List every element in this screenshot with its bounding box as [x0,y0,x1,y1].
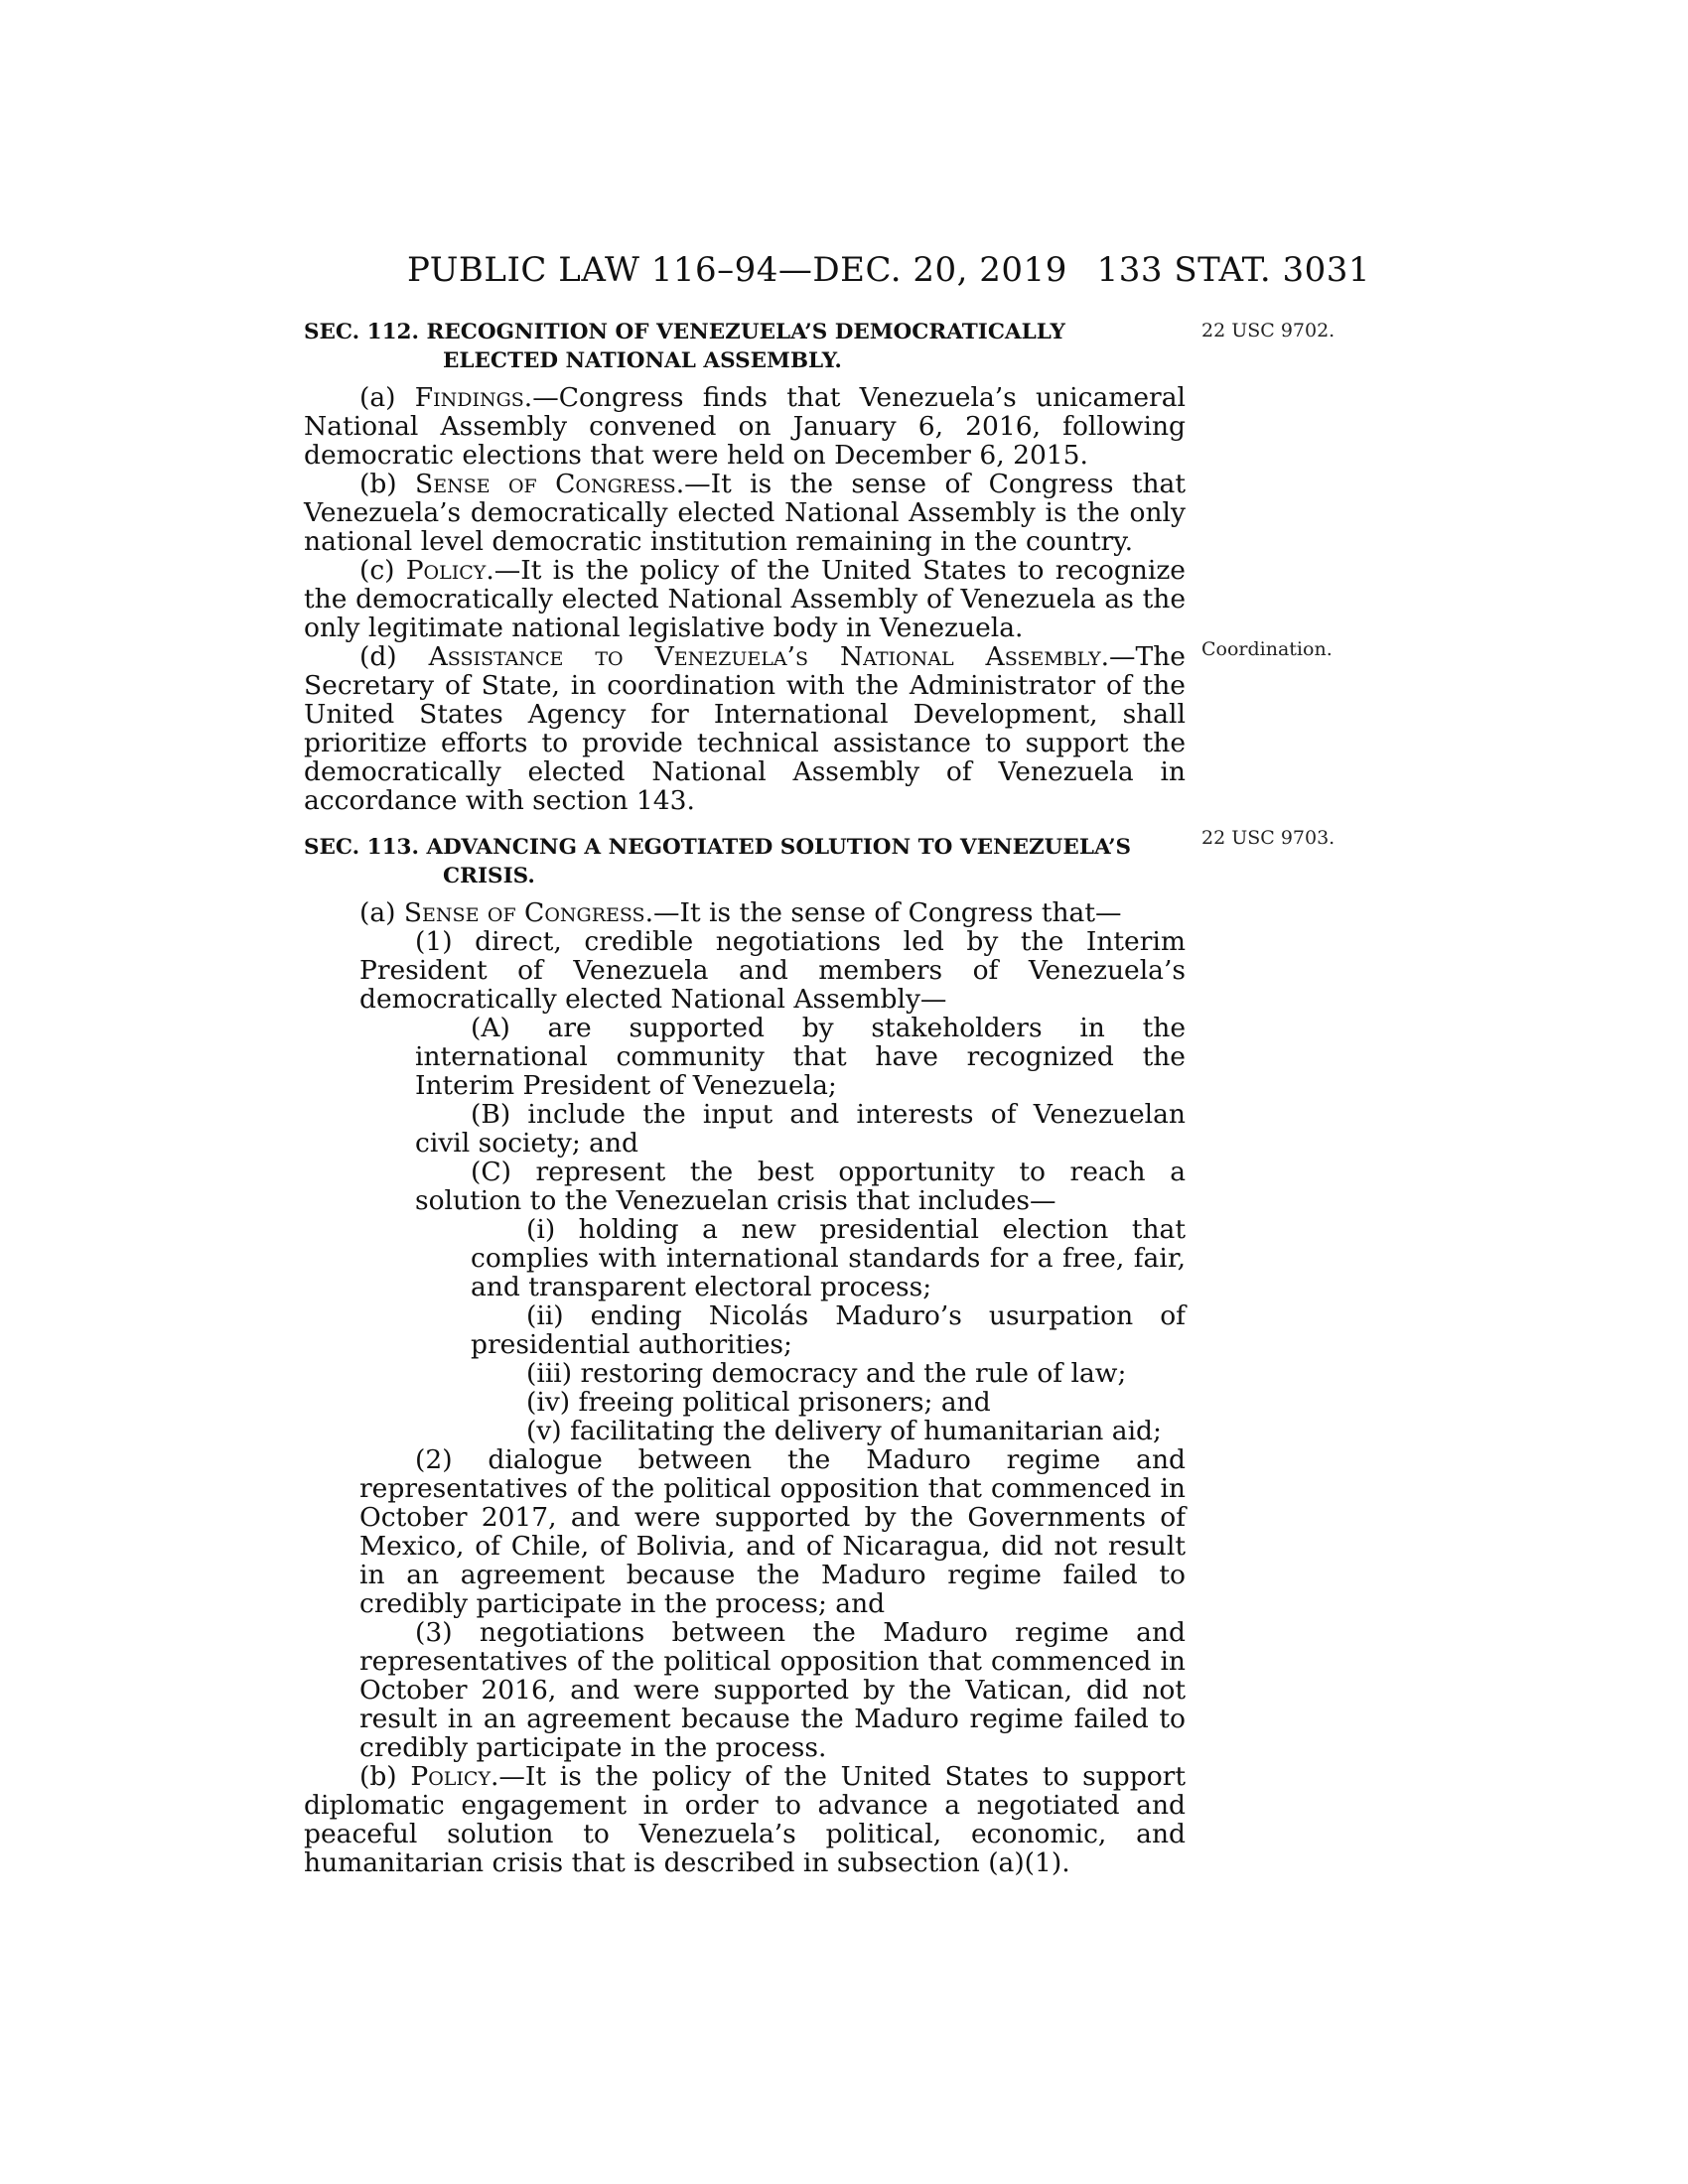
subsection-caption: Findings [414,382,524,413]
subsection-caption: Assistance to Venezuela’s National Assembly [428,641,1101,672]
subsection-label: (a) [359,382,415,413]
clause-v: (v) facilitating the delivery of humanitarian aid; [526,1416,1162,1446]
page-header [318,250,1370,294]
subsection-text: .—Congress finds that Venezuela’s unicameral National Assembly convened on January 6, 2016, following democratic elections that were held on December 6, 2015. [304,382,1186,471]
subsection-text: .—It is the policy of the United States to recognize the democratically elected National Assembly of Venezuela as the only legitimate national legislative body in Venezuela. [304,555,1186,643]
subsection-b-sense-of-congress [304,470,1186,556]
subsection-label: (d) [359,641,429,672]
subsection-text: .—The Secretary of State, in coordination with the Administrator of the United States Agency for International Development, shall prioritize efforts to provide technical assistance to support the democratically elected National Assembly of Venezuela in accordance with section 143. [304,641,1186,816]
subsection-a-findings [304,383,1186,470]
subsection-label: (b) [359,469,416,499]
paragraph-1: (1) direct, credible negotiations led by the Interim President of Venezuela and members of Venezuela’s democratically elected National Assembly— [359,926,1186,1015]
subsection-label: (c) [359,555,406,586]
margin-note-usc-9702: 22 USC 9702. [1201,320,1336,341]
subsection-label: (a) [359,897,404,928]
document-body [304,318,1186,1877]
subsection-caption: Policy [410,1761,491,1792]
clause-iv: (iv) freeing political prisoners; and [526,1387,991,1418]
subsection-text: .—It is the policy of the United States to support diplomatic engagement in order to advance a negotiated and peaceful solution to Venezuela’s political, economic, and humanitarian crisis that is described in subsection (a)(1). [304,1761,1187,1878]
subsection-text: .—It is the sense of Congress that Venezuela’s democratically elected National Assembly is the only national level democratic institution remaining in the country. [304,469,1186,557]
subparagraph-a: (A) are supported by stakeholders in the international community that have recognized the Interim President of Venezuela; [415,1013,1186,1101]
clause-i: (i) holding a new presidential election that complies with international standards for a free, fair, and transparent electoral process; [471,1214,1186,1302]
subsection-caption: Sense of Congress [403,897,645,928]
section-112-heading: SEC. 112. RECOGNITION OF VENEZUELA’S DEMOCRATICALLY ELECTED NATIONAL ASSEMBLY. [304,320,1065,373]
subsection-text: .—It is the sense of Congress that— [644,897,1122,928]
running-head-title: PUBLIC LAW 116–94—DEC. 20, 2019 [407,250,1067,290]
subparagraph-c: (C) represent the best opportunity to reach a solution to the Venezuelan crisis that includes— [415,1157,1186,1216]
clause-ii: (ii) ending Nicolás Maduro’s usurpation of presidential authorities; [471,1300,1186,1360]
subsection-b-policy [304,1762,1186,1877]
paragraph-2: (2) dialogue between the Maduro regime and representatives of the political opposition that commenced in October 2017, and were supported by the Governments of Mexico, of Chile, of Bolivia, and of Nicaragua, did not result in an agreement because the Maduro regime failed to credibly participate in the process; and [359,1444,1186,1619]
clause-iii: (iii) restoring democracy and the rule of law; [526,1358,1127,1389]
subsection-d-assistance [304,642,1186,815]
subsection-a-sense-of-congress [304,898,1186,927]
margin-note-coordination: Coordination. [1201,638,1333,660]
section-113-heading: SEC. 113. ADVANCING A NEGOTIATED SOLUTION TO VENEZUELA’S CRISIS. [304,835,1132,888]
subsection-label: (b) [359,1761,411,1792]
margin-note-usc-9703: 22 USC 9703. [1201,827,1336,849]
subparagraph-b: (B) include the input and interests of Venezuelan civil society; and [415,1099,1186,1159]
subsection-caption: Policy [405,555,487,586]
statute-page-number: 133 STAT. 3031 [1096,250,1370,290]
subsection-c-policy [304,556,1186,642]
paragraph-3: (3) negotiations between the Maduro regime and representatives of the political opposition that commenced in October 2016, and were supported by the Vatican, did not result in an agreement because the Maduro regime failed to credibly participate in the process. [359,1617,1186,1763]
subsection-caption: Sense of Congress [415,469,676,499]
